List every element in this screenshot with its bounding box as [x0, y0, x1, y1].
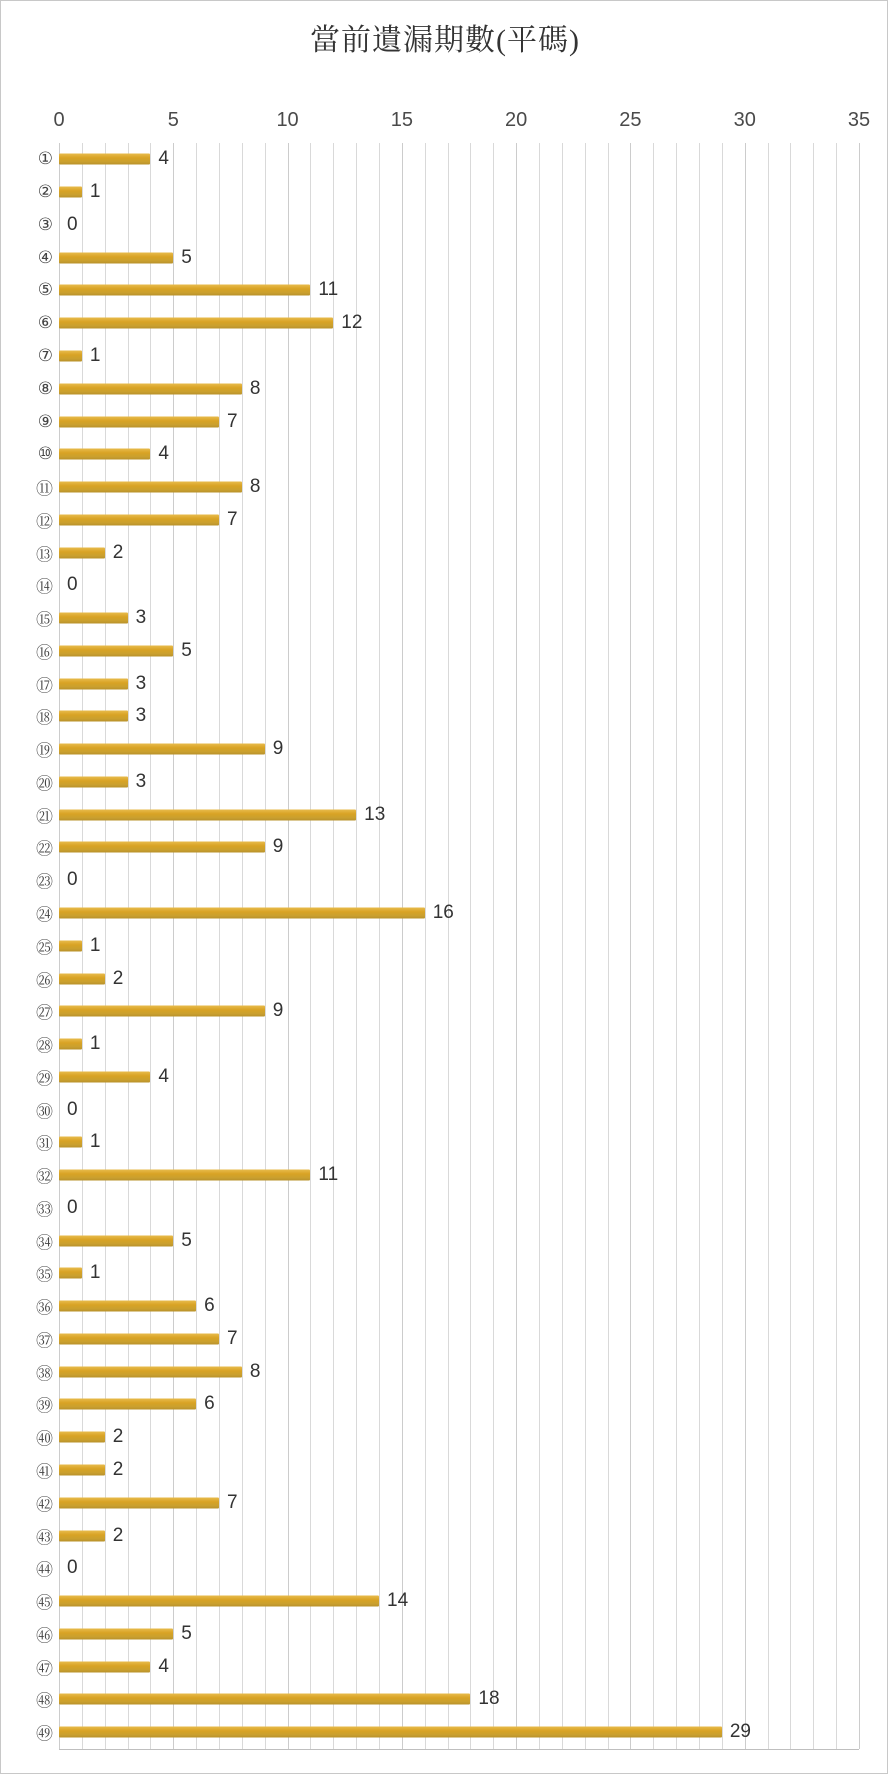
bar-value-label: 8: [249, 1360, 261, 1382]
bar-value-label: 2: [112, 1524, 124, 1546]
bar-value-label: 13: [364, 803, 386, 825]
category-label: ⑨: [37, 411, 53, 432]
bar-value-label: 4: [158, 1065, 169, 1087]
category-label: ③: [37, 214, 53, 235]
bar-row: [37, 176, 859, 209]
bar-value-label: 16: [432, 901, 454, 923]
bar: [59, 1366, 242, 1377]
category-label: ㊸: [36, 1528, 53, 1549]
bar-row: [36, 766, 859, 799]
bar: [59, 613, 128, 624]
x-tick-label: 0: [53, 109, 65, 131]
bar-value-label: 0: [67, 213, 78, 235]
bar-value-label: 11: [318, 1164, 339, 1186]
category-label: ㊻: [36, 1626, 53, 1647]
bar-value-label: 0: [67, 1196, 78, 1218]
bar: [59, 1039, 82, 1050]
category-label: ㉑: [36, 807, 53, 828]
bar: [59, 645, 173, 656]
bar-value-label: 5: [181, 1229, 192, 1251]
bar-value-label: 18: [478, 1688, 500, 1710]
bar: [59, 187, 82, 198]
bar-row: [36, 536, 859, 569]
bar: [59, 514, 219, 525]
category-label: ㊹: [36, 1560, 53, 1581]
bar-row: [36, 798, 859, 831]
bar-value-label: 4: [158, 1655, 169, 1677]
category-label: ⑯: [36, 643, 53, 664]
x-tick-label: 25: [619, 109, 642, 131]
bar: [59, 1727, 722, 1738]
bar-value-label: 1: [89, 934, 101, 956]
bar-row: [36, 1650, 859, 1683]
x-axis-tick-labels: [53, 109, 871, 143]
bar-row: [36, 602, 859, 635]
category-label: ⑭: [36, 577, 53, 598]
bar-value-label: 0: [67, 1098, 78, 1120]
bar: [59, 1333, 219, 1344]
bar-value-label: 9: [272, 1000, 284, 1022]
bar-row: [36, 1585, 859, 1618]
bar-value-label: 7: [227, 508, 238, 530]
category-label: ㊵: [36, 1429, 53, 1450]
bar-row: [36, 831, 859, 864]
bar-row: [36, 962, 859, 995]
bar: [59, 154, 150, 165]
bar: [59, 350, 82, 361]
bar-row: [36, 1192, 859, 1225]
grid-line: [859, 143, 860, 1749]
category-label: ㉖: [36, 971, 53, 992]
category-label: ⑲: [36, 741, 53, 762]
bar: [59, 678, 128, 689]
category-label: ⑬: [36, 545, 53, 566]
category-label: ⑩: [37, 444, 53, 465]
bar-row: [36, 1388, 859, 1421]
bar: [59, 1071, 150, 1082]
category-label: ㊺: [36, 1593, 53, 1614]
category-label: ㊶: [36, 1462, 53, 1483]
bar: [59, 1628, 173, 1639]
bar-row: [36, 1355, 859, 1388]
category-label: ㉚: [36, 1102, 53, 1123]
bar-value-label: 11: [318, 279, 339, 301]
bar: [59, 383, 242, 394]
bar: [59, 1170, 310, 1181]
x-axis-baseline: [59, 1749, 859, 1750]
category-label: ㉙: [36, 1069, 53, 1090]
bar-value-label: 1: [89, 1131, 101, 1153]
category-label: ㊽: [36, 1691, 53, 1712]
category-label: ①: [37, 149, 53, 170]
bar-value-label: 9: [272, 738, 284, 760]
bar-value-label: 1: [89, 1033, 101, 1055]
bar-row: [36, 1028, 859, 1061]
category-label: ㉟: [36, 1265, 53, 1286]
category-label: ㉞: [36, 1233, 53, 1254]
bar-value-label: 8: [249, 476, 261, 498]
category-label: ㊱: [36, 1298, 53, 1319]
category-label: ㉓: [36, 872, 53, 893]
bar: [59, 482, 242, 493]
bar-row: [37, 307, 859, 340]
category-label: ⑱: [36, 708, 53, 729]
bar-row: [36, 1519, 859, 1552]
bar: [59, 744, 265, 755]
bar-value-label: 7: [227, 1327, 238, 1349]
bar: [59, 285, 310, 296]
bar-row: [36, 569, 859, 602]
bar-row: [36, 1290, 859, 1323]
bar-value-label: 0: [67, 574, 78, 596]
x-tick-label: 35: [847, 109, 871, 131]
chart-title: 當前遺漏期數(平碼): [310, 24, 580, 57]
bar-value-label: 3: [135, 607, 147, 629]
bar: [59, 1301, 196, 1312]
bar-value-label: 3: [135, 770, 147, 792]
bar-row: [36, 1323, 859, 1356]
bar-value-label: 0: [67, 869, 78, 891]
category-label: ㊳: [36, 1364, 53, 1385]
category-label: ⑧: [37, 378, 53, 399]
bar-row: [36, 1617, 859, 1650]
bar-row: [36, 897, 859, 930]
category-label: ㉘: [36, 1036, 53, 1057]
bar: [59, 318, 333, 329]
category-label: ㉗: [36, 1003, 53, 1024]
category-label: ㉜: [36, 1167, 53, 1188]
category-label: ④: [37, 247, 53, 268]
category-label: ⑥: [37, 313, 53, 334]
x-tick-label: 15: [390, 109, 413, 131]
bar-row: [36, 1126, 859, 1159]
category-label: ⑤: [37, 280, 53, 301]
bar-value-label: 9: [272, 836, 284, 858]
bar-row: [36, 503, 859, 536]
bar-value-label: 5: [181, 246, 192, 268]
bar-row: [36, 733, 859, 766]
bar-value-label: 2: [112, 967, 124, 989]
bar-value-label: 14: [387, 1590, 409, 1612]
bar: [59, 1137, 82, 1148]
bar-value-label: 6: [204, 1295, 215, 1317]
bar-row: [36, 995, 859, 1028]
plot-area: [36, 109, 871, 1749]
bar-value-label: 4: [158, 443, 169, 465]
bar: [59, 1399, 196, 1410]
bar-row: [36, 1257, 859, 1290]
bar-value-label: 7: [227, 1491, 238, 1513]
category-label: ㊴: [36, 1396, 53, 1417]
bar-row: [37, 405, 859, 438]
bar-value-label: 5: [181, 1622, 192, 1644]
bar-row: [36, 1486, 859, 1519]
x-tick-label: 20: [505, 109, 528, 131]
bar-row: [37, 274, 859, 307]
category-label: ⑦: [37, 345, 53, 366]
bar: [59, 1432, 105, 1443]
bar: [59, 1530, 105, 1541]
category-label: ㉛: [36, 1134, 53, 1155]
bar-row: [36, 1421, 859, 1454]
category-label: ⑳: [36, 774, 53, 795]
x-tick-label: 30: [733, 109, 756, 131]
bar-row: [37, 438, 859, 471]
bar: [59, 1694, 470, 1705]
bar-value-label: 1: [89, 181, 101, 203]
category-label: ②: [37, 182, 53, 203]
bar-row: [36, 1224, 859, 1257]
category-label: ㊼: [36, 1659, 53, 1680]
x-tick-label: 5: [167, 109, 179, 131]
bar: [59, 1235, 173, 1246]
bar-row: [36, 634, 859, 667]
bar-value-label: 6: [204, 1393, 215, 1415]
bar: [59, 1661, 150, 1672]
bar-value-label: 2: [112, 1426, 124, 1448]
bar-value-label: 7: [227, 410, 238, 432]
bar-row: [37, 143, 859, 176]
bar-row: [36, 929, 859, 962]
bar-row: [36, 667, 859, 700]
bar: [59, 449, 150, 460]
bar: [59, 940, 82, 951]
bar-value-label: 0: [67, 1557, 78, 1579]
bar-rows: [36, 143, 859, 1749]
bar-row: [36, 700, 859, 733]
category-label: ㉕: [36, 938, 53, 959]
bar: [59, 711, 128, 722]
category-label: ⑰: [36, 676, 53, 697]
category-label: ⑪: [36, 479, 53, 500]
bar-row: [36, 1716, 859, 1749]
bar-value-label: 29: [729, 1721, 751, 1743]
bar-row: [36, 1093, 859, 1126]
bar-row: [36, 864, 859, 897]
bar: [59, 1497, 219, 1508]
bar-row: [37, 241, 859, 274]
bar: [59, 907, 425, 918]
bar-row: [36, 1060, 859, 1093]
bar-row: [36, 1683, 859, 1716]
x-tick-label: 10: [276, 109, 299, 131]
category-label: ㊲: [36, 1331, 53, 1352]
bar: [59, 547, 105, 558]
category-label: ㊷: [36, 1495, 53, 1516]
bar-row: [37, 340, 859, 373]
bar-row: [36, 1552, 859, 1585]
bar-row: [37, 372, 859, 405]
bar: [59, 776, 128, 787]
bar: [59, 252, 173, 263]
bar-value-label: 8: [249, 377, 261, 399]
bar: [59, 973, 105, 984]
bar: [59, 1465, 105, 1476]
bar: [59, 809, 356, 820]
bar: [59, 1006, 265, 1017]
category-label: ㊾: [36, 1724, 53, 1745]
category-label: ⑫: [36, 512, 53, 533]
category-label: ㉝: [36, 1200, 53, 1221]
bar: [59, 842, 265, 853]
bar-value-label: 3: [135, 672, 147, 694]
bar-row: [36, 1159, 859, 1192]
category-label: ㉔: [36, 905, 53, 926]
bar-value-label: 12: [341, 312, 363, 334]
bar: [59, 1596, 379, 1607]
bar-row: [37, 209, 859, 242]
category-label: ㉒: [36, 839, 53, 860]
bar-value-label: 2: [112, 1459, 124, 1480]
bar-row: [36, 1454, 859, 1487]
bar: [59, 416, 219, 427]
bar-value-label: 3: [135, 705, 147, 727]
category-label: ⑮: [36, 610, 53, 631]
bar-value-label: 2: [112, 541, 124, 563]
bar-value-label: 1: [89, 344, 101, 366]
bar-value-label: 1: [89, 1262, 101, 1284]
bar-value-label: 5: [181, 639, 192, 661]
bar: [59, 1268, 82, 1279]
bar-value-label: 4: [158, 148, 169, 170]
bar-row: [36, 471, 859, 504]
